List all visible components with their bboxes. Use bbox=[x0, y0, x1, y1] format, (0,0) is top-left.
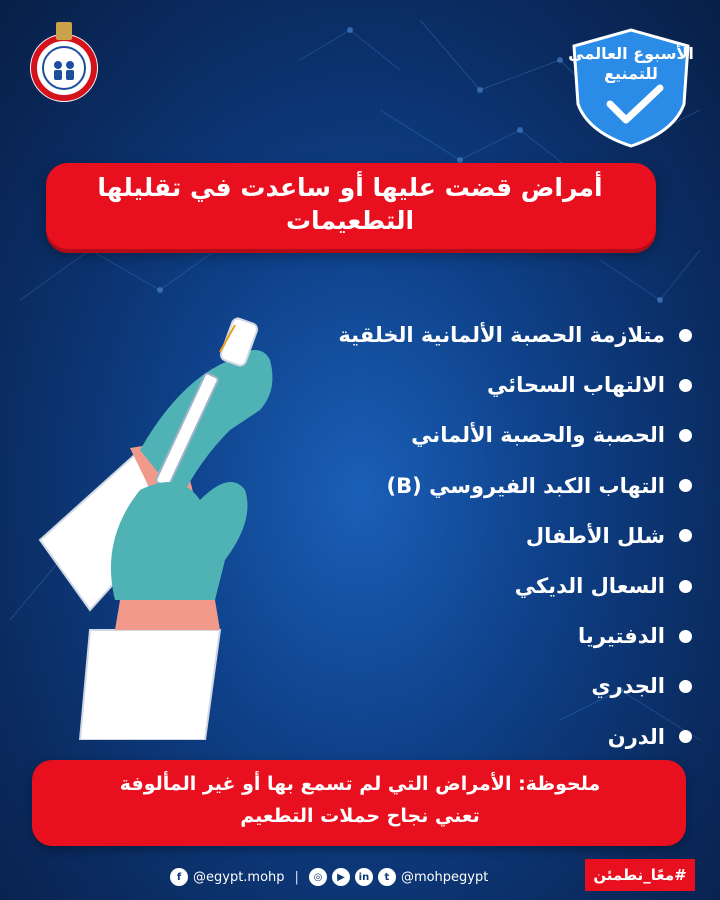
badge-line-2: للتمنيع bbox=[604, 64, 658, 83]
note-text bbox=[40, 768, 680, 832]
vaccination-hands-illustration bbox=[30, 300, 330, 740]
instagram-icon[interactable]: ◎ bbox=[309, 868, 327, 886]
social-handle[interactable]: @mohpegypt bbox=[400, 869, 489, 885]
linkedin-icon[interactable]: in bbox=[355, 868, 373, 886]
note-line-2: تعني نجاح حملات التطعيم bbox=[240, 805, 480, 827]
shield-icon bbox=[556, 22, 706, 152]
list-item: السعال الديكي bbox=[292, 561, 692, 611]
bullet-icon bbox=[679, 580, 692, 593]
facebook-handle[interactable]: @egypt.mohp bbox=[193, 869, 285, 885]
ministry-of-health-logo bbox=[28, 18, 100, 104]
divider: | bbox=[294, 869, 299, 885]
bullet-icon bbox=[679, 429, 692, 442]
list-item: شلل الأطفال bbox=[292, 511, 692, 561]
list-item: الجدري bbox=[292, 661, 692, 711]
twitter-icon[interactable]: t bbox=[378, 868, 396, 886]
badge-line-1: الأسبوع العالمي bbox=[568, 44, 694, 63]
list-item: الالتهاب السحائي bbox=[292, 360, 692, 410]
diseases-list bbox=[292, 310, 692, 762]
facebook-icon[interactable]: f bbox=[170, 868, 188, 886]
list-item: الدرن bbox=[292, 712, 692, 762]
immunization-week-badge bbox=[556, 22, 706, 152]
page-title bbox=[60, 171, 640, 237]
bullet-icon bbox=[679, 329, 692, 342]
hashtag-badge: #معًا_نطمئن bbox=[585, 859, 695, 891]
bullet-icon bbox=[679, 630, 692, 643]
list-item: الحصبة والحصبة الألماني bbox=[292, 410, 692, 460]
title-line-1: أمراض قضت عليها أو ساعدت في تقليلها bbox=[97, 173, 603, 202]
bullet-icon bbox=[679, 730, 692, 743]
note-line-1: ملحوظة: الأمراض التي لم تسمع بها أو غير المألوفة bbox=[119, 773, 601, 795]
bullet-icon bbox=[679, 680, 692, 693]
list-item: متلازمة الحصبة الألمانية الخلقية bbox=[292, 310, 692, 360]
list-item: التهاب الكبد الفيروسي (B) bbox=[292, 461, 692, 511]
social-footer bbox=[170, 864, 488, 890]
title-line-2: التطعيمات bbox=[285, 206, 415, 235]
bullet-icon bbox=[679, 529, 692, 542]
bullet-icon bbox=[679, 379, 692, 392]
bullet-icon bbox=[679, 479, 692, 492]
badge-text bbox=[556, 44, 706, 84]
list-item: الدفتيريا bbox=[292, 611, 692, 661]
youtube-icon[interactable]: ▶ bbox=[332, 868, 350, 886]
